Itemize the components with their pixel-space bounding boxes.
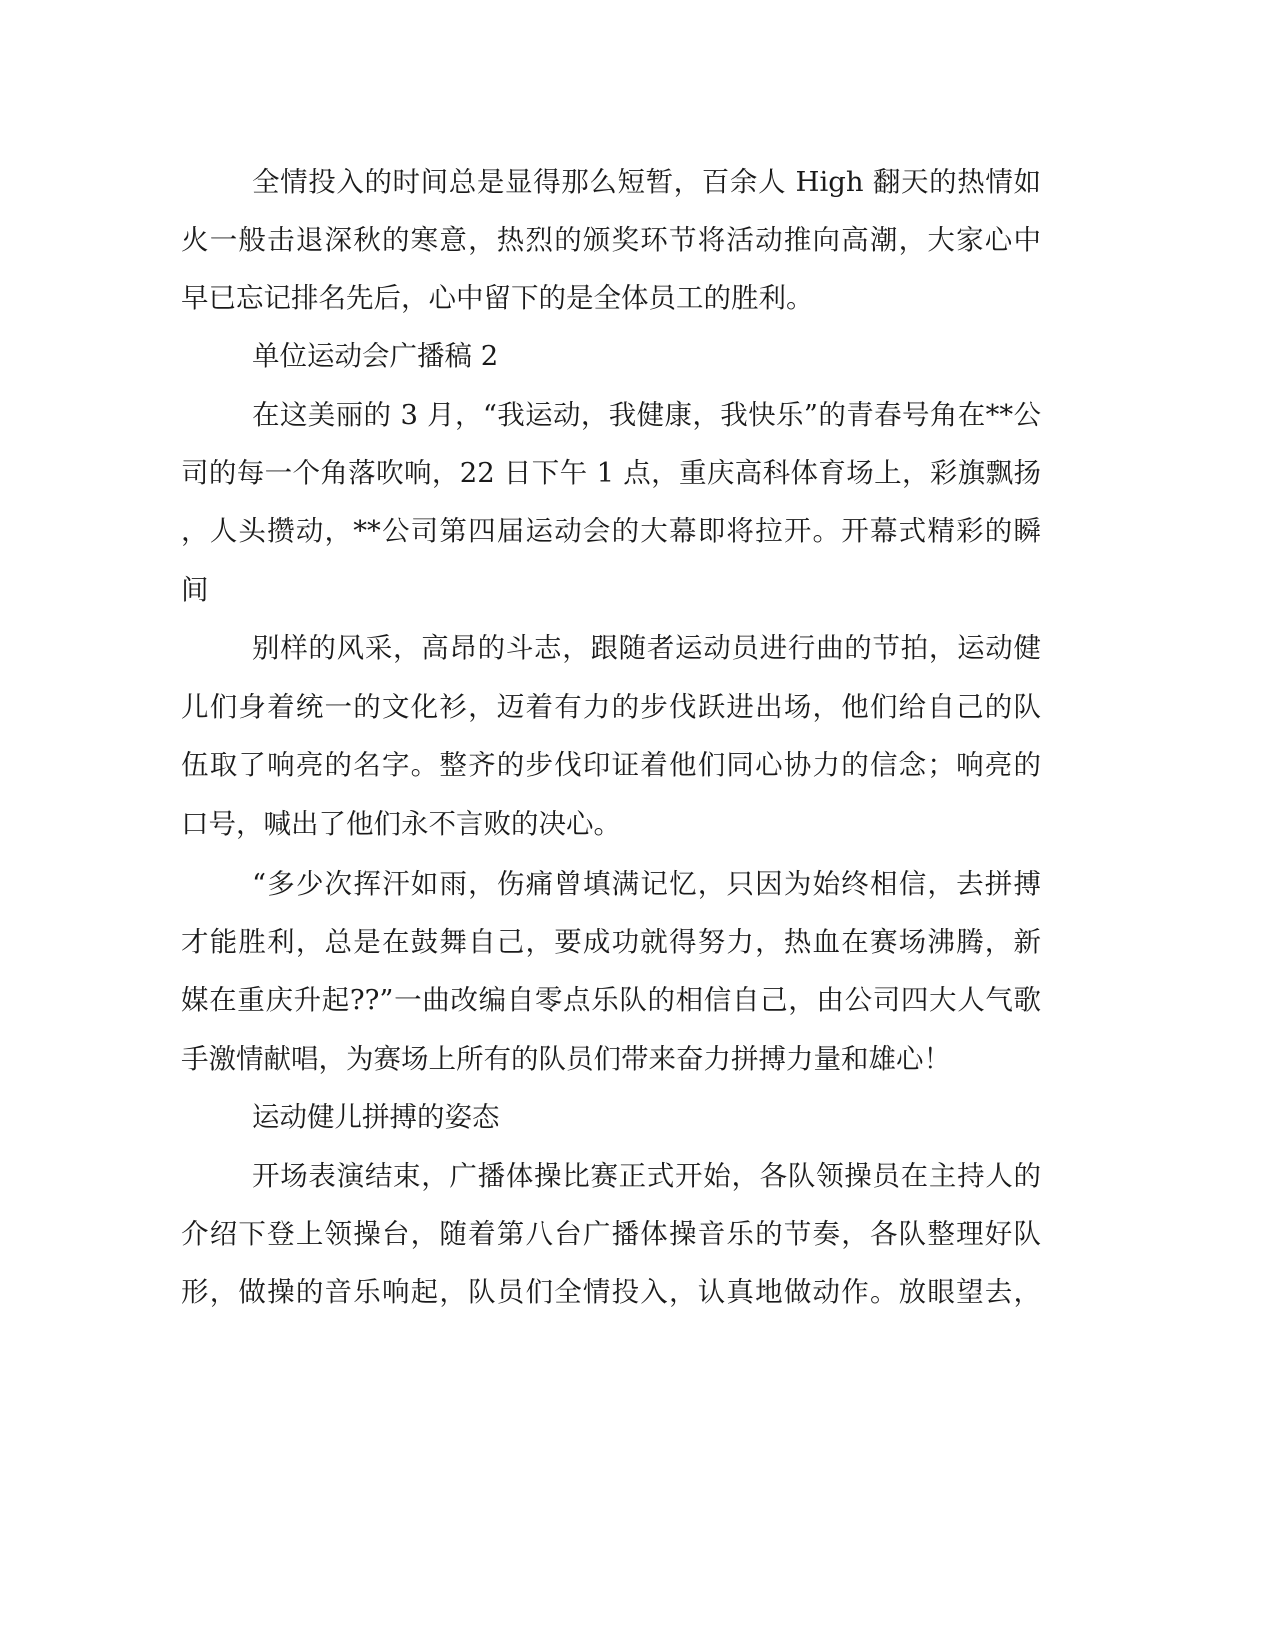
- paragraph-line: 儿们身着统一的文化衫，迈着有力的步伐跃进出场，他们给自己的队: [181, 691, 1041, 723]
- paragraph-line: 介绍下登上领操台，随着第八台广播体操音乐的节奏，各队整理好队: [181, 1218, 1041, 1250]
- paragraph-line: 别样的风采，高昂的斗志，跟随者运动员进行曲的节拍，运动健: [252, 632, 1041, 664]
- section-heading: 运动健儿拼搏的姿态: [252, 1101, 500, 1133]
- paragraph-line: 全情投入的时间总是显得那么短暂，百余人 High 翻天的热情如: [252, 166, 1041, 198]
- paragraph-line: 伍取了响亮的名字。整齐的步伐印证着他们同心协力的信念；响亮的: [181, 749, 1041, 781]
- paragraph-line: 口号，喊出了他们永不言败的决心。: [181, 808, 621, 840]
- paragraph-line: 媒在重庆升起??”一曲改编自零点乐队的相信自己，由公司四大人气歌: [181, 984, 1041, 1016]
- paragraph-line: 早已忘记排名先后，心中留下的是全体员工的胜利。: [181, 282, 814, 314]
- paragraph-line: ，人头攒动，**公司第四届运动会的大幕即将拉开。开幕式精彩的瞬: [181, 515, 1041, 547]
- paragraph-line: “多少次挥汗如雨，伤痛曾填满记忆，只因为始终相信，去拼搏: [252, 868, 1041, 900]
- paragraph-line: 开场表演结束，广播体操比赛正式开始，各队领操员在主持人的: [252, 1160, 1041, 1192]
- paragraph-line: 火一般击退深秋的寒意，热烈的颁奖环节将活动推向高潮，大家心中: [181, 224, 1041, 256]
- paragraph-line: 才能胜利，总是在鼓舞自己，要成功就得努力，热血在赛场沸腾，新: [181, 926, 1041, 958]
- paragraph-line: 在这美丽的 3 月，“我运动，我健康，我快乐”的青春号角在**公: [252, 399, 1041, 431]
- section-heading: 单位运动会广播稿 2: [252, 340, 499, 372]
- paragraph-line: 司的每一个角落吹响，22 日下午 1 点，重庆高科体育场上，彩旗飘扬: [181, 457, 1041, 489]
- paragraph-line: 手激情献唱，为赛场上所有的队员们带来奋力拼搏力量和雄心！: [181, 1043, 951, 1075]
- paragraph-line: 间: [181, 574, 209, 606]
- paragraph-line: 形，做操的音乐响起，队员们全情投入，认真地做动作。放眼望去，: [181, 1276, 1041, 1308]
